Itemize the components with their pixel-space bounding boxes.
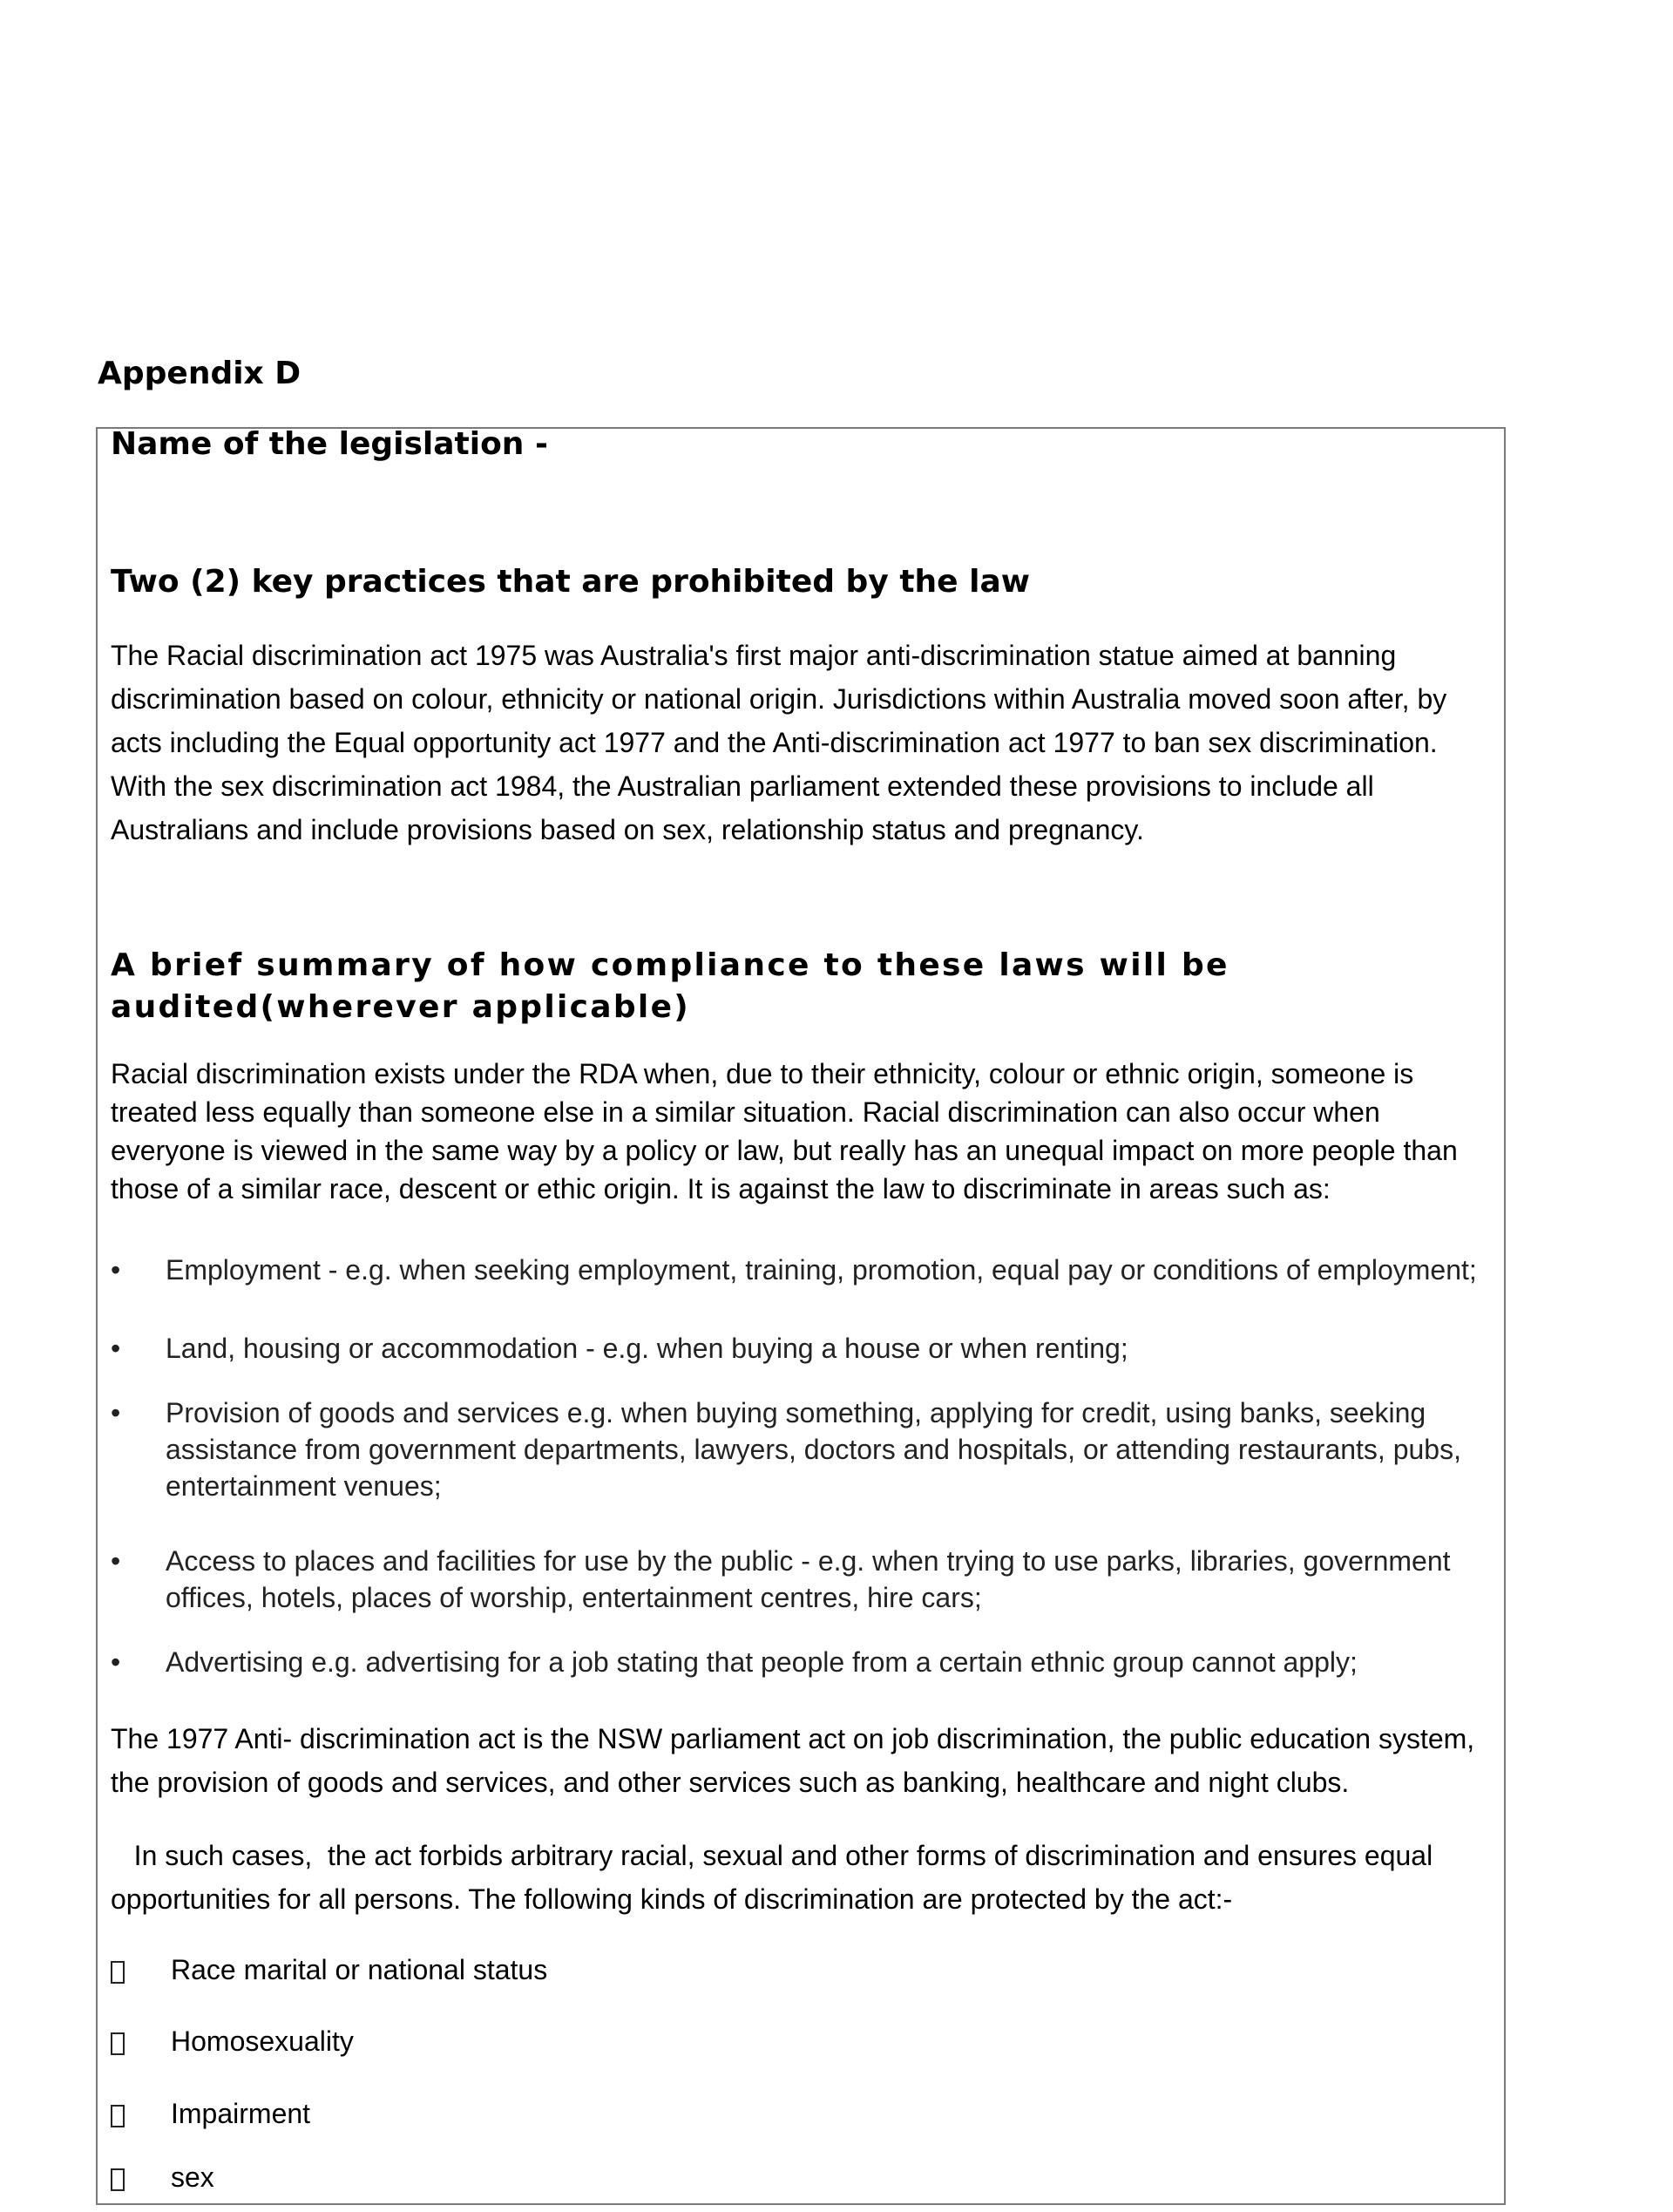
audit-heading: A brief summary of how compliance to these laws will be audited(wherever applicable)	[111, 947, 1229, 1025]
cases-paragraph: In such cases, the act forbids arbitrary racial, sexual and other forms of discrimination and ensures equal opportunities for all persons. The following kinds of discrimination are protected by the act:-	[111, 1840, 1441, 1915]
list-item	[111, 1330, 1496, 1367]
bullet-icon: •	[111, 1646, 121, 1678]
audit-intro-paragraph: Racial discrimination exists under the RDA when, due to their ethnicity, colour or ethnic origin, someone is treated less equally than someone else in a similar situation. Racial discrimination can also occur when everyone is viewed in the same way by a policy or law, but really has an unequal impact on more people than those of a similar race, descent or ethic origin. It is against the law to discriminate in areas such as:	[111, 1058, 1458, 1204]
list-item-text: Employment - e.g. when seeking employment, training, promotion, equal pay or conditions of employment;	[166, 1254, 1477, 1286]
practices-heading: Two (2) key practices that are prohibited by the law	[111, 564, 1031, 600]
list-item-text: Land, housing or accommodation - e.g. when buying a house or when renting;	[166, 1333, 1128, 1364]
legislation-name-label: Name of the legislation -	[111, 426, 548, 462]
list-item	[111, 1394, 1496, 1504]
checkbox-icon	[111, 2105, 125, 2127]
nsw-act-paragraph: The 1977 Anti- discrimination act is the NSW parliament act on job discrimination, the public education system, the provision of goods and services, and other services such as banking, healthcare and night clubs.	[111, 1723, 1475, 1798]
appendix-title: Appendix D	[98, 356, 301, 391]
checkbox-icon	[111, 2168, 125, 2191]
list-item	[111, 1543, 1496, 1616]
list-item-text: Advertising e.g. advertising for a job stating that people from a certain ethnic group cannot apply;	[166, 1646, 1358, 1678]
protected-kind-label: Homosexuality	[171, 2025, 354, 2057]
bullet-icon: •	[111, 1333, 121, 1364]
list-item-text: Access to places and facilities for use by the public - e.g. when trying to use parks, libraries, government offices, hotels, places of worship, entertainment centres, hire cars;	[166, 1545, 1451, 1613]
list-item-text: Provision of goods and services e.g. when buying something, applying for credit, using banks, seeking assistance from government departments, lawyers, doctors and hospitals, or attending restaurants, pubs, entertainment venues;	[166, 1397, 1461, 1502]
practices-paragraph: The Racial discrimination act 1975 was Australia's first major anti-discrimination statue aimed at banning discrimination based on colour, ethnicity or national origin. Jurisdictions within Australia moved soon after, by acts including the Equal opportunity act 1977 and the Anti-discrimination act 1977 to ban sex discrimination. With the sex discrimination act 1984, the Australian parliament extended these provisions to include all Australians and include provisions based on sex, relationship status and pregnancy.	[111, 640, 1447, 845]
checkbox-icon	[111, 1961, 125, 1984]
bullet-icon: •	[111, 1254, 121, 1286]
protected-kind-label: Race marital or national status	[171, 1954, 548, 1985]
list-item	[111, 1252, 1496, 1288]
protected-kind-label: sex	[171, 2161, 214, 2193]
protected-kind-label: Impairment	[171, 2098, 311, 2129]
bullet-icon: •	[111, 1397, 121, 1428]
bullet-icon: •	[111, 1545, 121, 1577]
checkbox-icon	[111, 2032, 125, 2055]
list-item	[111, 1644, 1496, 1680]
